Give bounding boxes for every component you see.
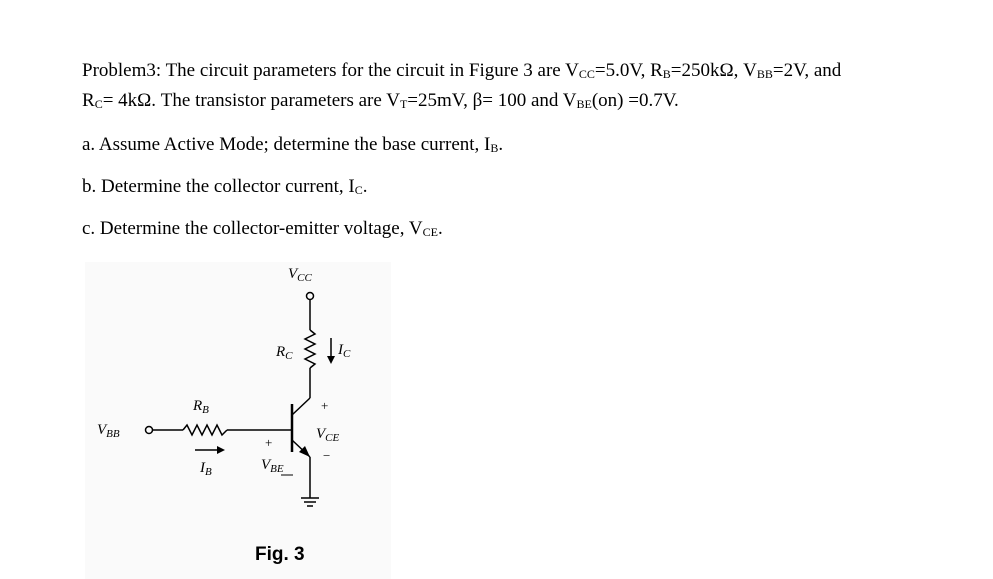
question-text: a. Assume Active Mode; determine the base current, I: [82, 134, 491, 155]
subscript: BB: [756, 67, 773, 81]
problem-line-1: [82, 60, 841, 82]
circuit-figure: [85, 262, 391, 579]
vcc-label: $V_{CC}$: [288, 266, 312, 284]
question-end: .: [362, 176, 368, 197]
question-text: c. Determine the collector-emitter voltage, V: [82, 218, 423, 239]
vbb-label: $V_{BB}$: [97, 422, 120, 440]
question-c: [82, 218, 443, 240]
vbe-label: $V_{BE}$: [261, 457, 284, 475]
vce-minus: −: [323, 448, 331, 463]
question-b: [82, 176, 368, 198]
subscript: C: [94, 97, 103, 111]
question-end: .: [437, 218, 443, 239]
problem-text: =250kΩ, V: [670, 60, 757, 81]
problem-text: =25mV, β= 100 and V: [407, 90, 577, 111]
vbe-plus: +: [265, 435, 273, 450]
problem-text: Problem3: The circuit parameters for the circuit in Figure 3 are V: [82, 60, 579, 81]
collector-lead: [292, 398, 310, 415]
subscript: B: [662, 67, 671, 81]
vbb-terminal: [146, 427, 153, 434]
subscript: CE: [422, 225, 438, 239]
question-a: [82, 134, 503, 156]
question-text: b. Determine the collector current, I: [82, 176, 355, 197]
subscript: T: [399, 97, 408, 111]
problem-text: =5.0V, R: [594, 60, 663, 81]
subscript: B: [490, 141, 499, 155]
rb-resistor: [183, 425, 227, 435]
figure-caption: Fig. 3: [255, 544, 305, 565]
ic-label: $I_C$: [338, 342, 351, 360]
problem-text: R: [82, 90, 95, 111]
problem-text: =2V, and: [772, 60, 842, 81]
rc-label: $R_C$: [276, 344, 293, 362]
subscript: C: [354, 183, 363, 197]
problem-text: = 4kΩ. The transistor parameters are V: [102, 90, 400, 111]
ib-arrow-head: [217, 446, 225, 454]
problem-text: (on) =0.7V.: [591, 90, 679, 111]
vce-plus: +: [321, 398, 329, 413]
ib-label: $I_B$: [200, 460, 212, 478]
rc-resistor: [305, 330, 315, 368]
problem-line-2: [82, 90, 679, 112]
subscript: CC: [578, 67, 595, 81]
vcc-terminal: [307, 293, 314, 300]
rb-label: $R_B$: [193, 398, 209, 416]
question-end: .: [498, 134, 504, 155]
subscript: BE: [576, 97, 592, 111]
circuit-diagram: [85, 262, 391, 579]
vce-label: $V_{CE}$: [316, 426, 340, 444]
ic-arrow-head: [327, 356, 335, 364]
